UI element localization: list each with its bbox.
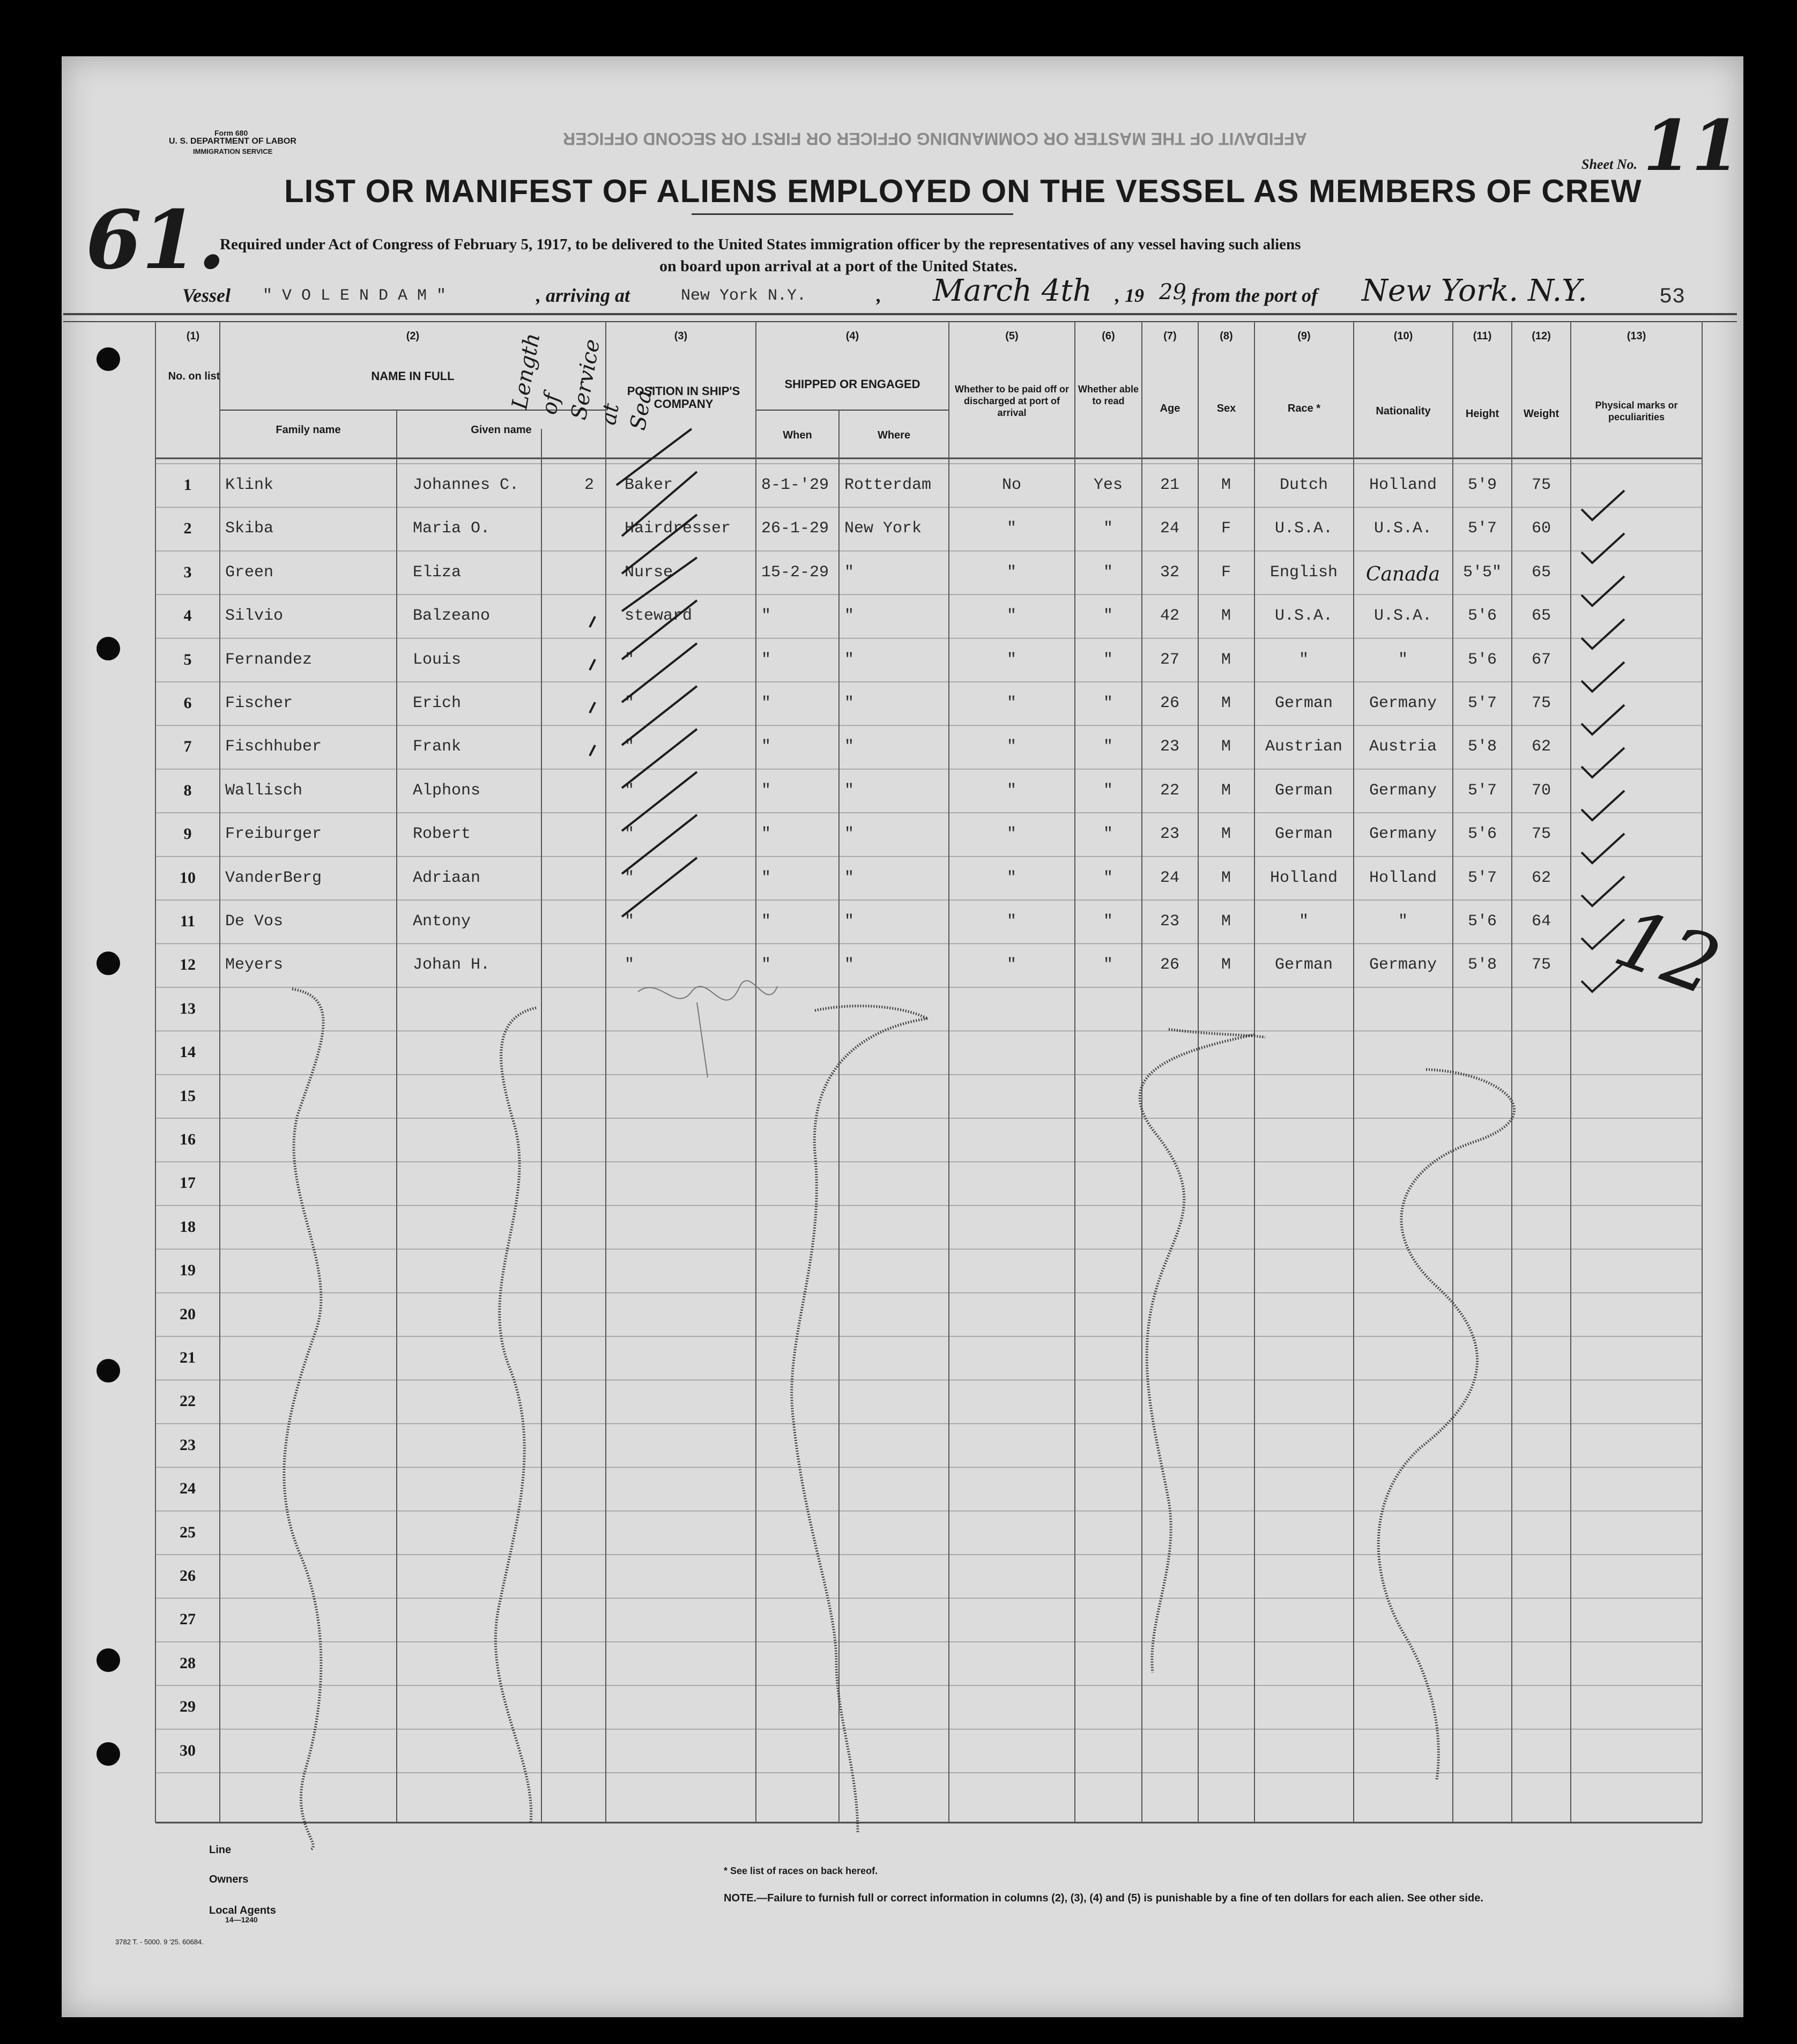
race-cell: German <box>1274 781 1333 800</box>
wavy-line-7 <box>815 1006 927 1019</box>
where-cell: " <box>844 781 855 800</box>
when-cell: " <box>761 956 771 975</box>
paid-off-cell: " <box>1006 956 1016 975</box>
family-name-cell: Fernandez <box>225 650 313 669</box>
position-cell: " <box>625 912 635 931</box>
nationality-cell: Holland <box>1369 476 1437 494</box>
row-number: 7 <box>183 738 192 756</box>
col-num-9: (9) <box>1297 330 1311 342</box>
height-cell: 5'6 <box>1467 825 1497 844</box>
sex-cell: M <box>1221 912 1231 931</box>
where-cell: " <box>844 738 855 756</box>
from-port: New York. N.Y. <box>1362 273 1587 308</box>
race-cell: " <box>1298 912 1309 931</box>
col-header-name: NAME IN FULL <box>371 369 455 383</box>
family-name-cell: Klink <box>225 476 274 494</box>
empty-row-number: 14 <box>180 1043 196 1061</box>
able-read-cell: " <box>1103 650 1113 669</box>
sex-cell: M <box>1221 738 1231 756</box>
race-cell: German <box>1274 694 1333 712</box>
age-cell: 23 <box>1160 825 1179 844</box>
age-cell: 26 <box>1160 694 1179 712</box>
empty-row-number: 29 <box>180 1698 196 1716</box>
when-cell: " <box>761 912 771 931</box>
row-number: 6 <box>183 694 192 712</box>
margin-number: 61. <box>86 193 226 287</box>
when-cell: " <box>761 781 771 800</box>
col-header-sex: Sex <box>1216 403 1236 414</box>
paid-off-cell: " <box>1006 912 1016 931</box>
nationality-cell: Germany <box>1369 781 1437 800</box>
sheet-label: Sheet No. <box>1581 157 1637 172</box>
weight-cell: 62 <box>1531 738 1551 756</box>
paid-off-cell: No <box>1001 476 1021 494</box>
given-name-cell: Maria O. <box>413 519 491 538</box>
vessel-label: Vessel <box>182 285 231 306</box>
when-cell: 8-1-'29 <box>761 476 829 494</box>
when-cell: 26-1-29 <box>761 519 829 538</box>
family-name-cell: De Vos <box>225 912 284 931</box>
empty-row-number: 15 <box>180 1087 196 1105</box>
empty-row-number: 19 <box>180 1261 196 1280</box>
position-cell: " <box>625 694 635 712</box>
service-cell: 2 <box>584 476 595 494</box>
col-num-1: (1) <box>186 330 200 342</box>
when-cell: " <box>761 825 771 844</box>
height-cell: 5'7 <box>1467 694 1497 712</box>
footer-races-note: * See list of races on back hereof. <box>724 1865 878 1876</box>
able-read-cell: " <box>1103 694 1113 712</box>
row-number: 12 <box>180 956 196 974</box>
page-title: LIST OR MANIFEST OF ALIENS EMPLOYED ON THE VESSEL AS MEMBERS OF CREW <box>284 173 1642 209</box>
empty-row-number: 20 <box>180 1305 196 1323</box>
col-num-2: (2) <box>406 330 420 342</box>
family-name-cell: Green <box>225 563 274 582</box>
height-cell: 5'8 <box>1467 956 1497 975</box>
col-num-7: (7) <box>1163 330 1177 342</box>
mirrored-bleedthrough-text: AFFIDAVIT OF THE MASTER OR COMMANDING OFFICER OR FIRST OR SECOND OFFICER <box>563 129 1307 148</box>
col-num-3: (3) <box>674 330 688 342</box>
family-name-cell: Skiba <box>225 519 274 538</box>
empty-row-number: 24 <box>180 1480 196 1498</box>
empty-row-number: 22 <box>180 1392 196 1410</box>
col-header-age: Age <box>1160 403 1180 414</box>
col-header-family-name: Family name <box>276 424 341 436</box>
where-cell: New York <box>844 519 922 538</box>
col-header-able-read: Whether able to read <box>1078 384 1139 406</box>
nationality-cell: Germany <box>1369 694 1437 712</box>
empty-row-number: 17 <box>180 1174 196 1192</box>
col-num-4: (4) <box>845 330 859 342</box>
race-cell: U.S.A. <box>1274 519 1333 538</box>
where-cell: " <box>844 868 855 887</box>
footer-owners-label: Owners <box>209 1874 249 1885</box>
wavy-line-2 <box>495 1008 536 1823</box>
position-cell: " <box>625 781 635 800</box>
weight-cell: 60 <box>1531 519 1551 538</box>
position-cell: " <box>625 956 635 975</box>
nationality-cell: Germany <box>1369 825 1437 844</box>
height-cell: 5'6 <box>1467 912 1497 931</box>
paid-off-cell: " <box>1006 694 1016 712</box>
empty-row-number: 23 <box>180 1436 196 1454</box>
subtitle-line1: Required under Act of Congress of February 5, 1917, to be delivered to the United States immigration officer by the representatives of any vessel having such aliens <box>220 236 1301 253</box>
col-header-height: Height <box>1465 408 1499 420</box>
empty-row-number: 30 <box>180 1741 196 1759</box>
wavy-line-4 <box>1140 1035 1254 1673</box>
height-cell: 5'9 <box>1467 476 1497 494</box>
col-num-13: (13) <box>1627 330 1646 342</box>
where-cell: " <box>844 825 855 844</box>
row-number: 10 <box>180 868 196 887</box>
sex-cell: M <box>1221 476 1231 494</box>
department-label: U. S. DEPARTMENT OF LABOR <box>169 137 296 146</box>
form-number: Form 680 <box>214 129 248 137</box>
empty-row-number: 13 <box>180 999 196 1017</box>
age-cell: 32 <box>1160 563 1179 582</box>
where-cell: " <box>844 956 855 975</box>
empty-row-number: 26 <box>180 1567 196 1585</box>
height-cell: 5'8 <box>1467 738 1497 756</box>
height-cell: 5'7 <box>1467 781 1497 800</box>
empty-row-number: 16 <box>180 1131 196 1148</box>
service-column-ticks <box>590 616 595 756</box>
row-number: 9 <box>183 825 192 843</box>
when-cell: " <box>761 650 771 669</box>
where-cell: " <box>844 650 855 669</box>
sex-cell: M <box>1221 825 1231 844</box>
race-cell: Dutch <box>1279 476 1328 494</box>
nationality-cell: Austria <box>1369 738 1437 756</box>
col-header-race: Race * <box>1287 403 1321 414</box>
weight-cell: 67 <box>1531 650 1551 669</box>
age-cell: 21 <box>1160 476 1179 494</box>
family-name-cell: Meyers <box>225 956 284 975</box>
age-cell: 23 <box>1160 912 1179 931</box>
able-read-cell: " <box>1103 912 1113 931</box>
row-number: 1 <box>183 476 192 494</box>
family-name-cell: Fischer <box>225 694 293 712</box>
empty-row-number: 25 <box>180 1523 196 1541</box>
sex-cell: M <box>1221 650 1231 669</box>
able-read-cell: " <box>1103 825 1113 844</box>
position-cell: Hairdresser <box>625 519 731 538</box>
empty-row-number: 18 <box>180 1217 196 1236</box>
family-name-cell: Freiburger <box>225 825 322 844</box>
footer-agents-label: Local Agents <box>209 1905 276 1916</box>
row-number: 11 <box>180 912 196 930</box>
print-code: 3782 T. - 5000. 9 '25. 60684. <box>115 1938 204 1946</box>
col-header-marks: Physical marks or peculiarities <box>1595 400 1678 422</box>
age-cell: 24 <box>1160 868 1179 887</box>
age-cell: 26 <box>1160 956 1179 975</box>
nationality-cell: Germany <box>1369 956 1437 975</box>
able-read-cell: " <box>1103 563 1113 582</box>
weight-cell: 65 <box>1531 607 1551 626</box>
row-number: 8 <box>183 781 192 799</box>
sex-cell: M <box>1221 868 1231 887</box>
able-read-cell: Yes <box>1093 476 1123 494</box>
family-name-cell: VanderBerg <box>225 868 322 887</box>
height-cell: 5'7 <box>1467 519 1497 538</box>
paid-off-cell: " <box>1006 607 1016 626</box>
race-cell: Austrian <box>1265 738 1343 756</box>
height-cell: 5'7 <box>1467 868 1497 887</box>
given-name-cell: Balzeano <box>413 607 491 626</box>
top-right-number: 53 <box>1659 285 1685 309</box>
col-header-shipped: SHIPPED OR ENGAGED <box>784 377 920 391</box>
race-cell: German <box>1274 956 1333 975</box>
position-cell: Baker <box>625 476 673 494</box>
position-cell: " <box>625 868 635 887</box>
col-header-position: POSITION IN SHIP'S COMPANY <box>627 384 740 411</box>
able-read-cell: " <box>1103 868 1113 887</box>
year-label: , 19 <box>1115 285 1144 306</box>
where-cell: " <box>844 694 855 712</box>
given-name-cell: Johannes C. <box>413 476 519 494</box>
paid-off-cell: " <box>1006 563 1016 582</box>
position-cell: Nurse <box>625 563 673 582</box>
height-cell: 5'6 <box>1467 650 1497 669</box>
col-header-where: Where <box>877 429 911 441</box>
subtitle-line2: on board upon arrival at a port of the United States. <box>659 257 1018 275</box>
age-cell: 22 <box>1160 781 1179 800</box>
col-num-12: (12) <box>1532 330 1551 342</box>
weight-cell: 75 <box>1531 825 1551 844</box>
able-read-cell: " <box>1103 781 1113 800</box>
col-num-8: (8) <box>1220 330 1233 342</box>
paid-off-cell: " <box>1006 519 1016 538</box>
checkmarks <box>1581 490 1624 992</box>
footer-penalty-note: NOTE.—Failure to furnish full or correct information in columns (2), (3), (4) and (5) is punishable by a fine of ten dollars for each alien. See other side. <box>724 1892 1483 1904</box>
position-cell: " <box>625 650 635 669</box>
weight-cell: 64 <box>1531 912 1551 931</box>
col-num-6: (6) <box>1102 330 1115 342</box>
service-label: IMMIGRATION SERVICE <box>193 147 273 155</box>
nationality-cell: " <box>1398 650 1408 669</box>
year-value: 29 <box>1159 280 1186 304</box>
position-cell: " <box>625 738 635 756</box>
given-name-cell: Antony <box>413 912 471 931</box>
col-header-nationality: Nationality <box>1376 405 1431 417</box>
given-name-cell: Alphons <box>413 781 481 800</box>
col-header-paid-off: Whether to be paid off or discharged at port of arrival <box>955 384 1069 418</box>
given-name-cell: Eliza <box>413 563 462 582</box>
when-cell: " <box>761 738 771 756</box>
able-read-cell: " <box>1103 956 1113 975</box>
given-name-cell: Johan H. <box>413 956 491 975</box>
where-cell: " <box>844 563 855 582</box>
vessel-name: " V O L E N D A M " <box>263 287 447 305</box>
col-header-given-name: Given name <box>471 424 532 436</box>
sex-cell: M <box>1221 694 1231 712</box>
age-cell: 42 <box>1160 607 1179 626</box>
sheet-number: 11 <box>1643 105 1740 187</box>
col-header-when: When <box>783 429 812 441</box>
sex-cell: M <box>1221 956 1231 975</box>
race-cell: English <box>1269 563 1338 582</box>
height-cell: 5'5" <box>1462 563 1502 582</box>
nationality-cell: U.S.A. <box>1373 519 1432 538</box>
nationality-cell: Holland <box>1369 868 1437 887</box>
faint-signature <box>638 980 777 1077</box>
given-name-cell: Erich <box>413 694 462 712</box>
col-header-no-on-list: No. on list <box>168 370 220 382</box>
able-read-cell: " <box>1103 607 1113 626</box>
paid-off-cell: " <box>1006 781 1016 800</box>
weight-cell: 70 <box>1531 781 1551 800</box>
paid-off-cell: " <box>1006 825 1016 844</box>
footer-code: 14—1240 <box>225 1915 258 1924</box>
paid-off-cell: " <box>1006 868 1016 887</box>
family-name-cell: Wallisch <box>225 781 303 800</box>
position-column-ticks <box>617 429 697 917</box>
paid-off-cell: " <box>1006 738 1016 756</box>
age-cell: 23 <box>1160 738 1179 756</box>
sex-cell: M <box>1221 607 1231 626</box>
arriving-label: , arriving at <box>536 285 630 306</box>
paid-off-cell: " <box>1006 650 1016 669</box>
where-cell: Rotterdam <box>844 476 932 494</box>
race-cell: U.S.A. <box>1274 607 1333 626</box>
sex-cell: F <box>1221 563 1231 582</box>
nationality-cell: Canada <box>1365 563 1440 585</box>
empty-row-number: 21 <box>180 1349 196 1366</box>
col-num-5: (5) <box>1005 330 1019 342</box>
age-cell: 24 <box>1160 519 1179 538</box>
wavy-line-1 <box>284 989 323 1849</box>
row-number: 2 <box>183 519 192 538</box>
height-cell: 5'6 <box>1467 607 1497 626</box>
row-number: 5 <box>183 650 192 668</box>
when-cell: 15-2-29 <box>761 563 829 582</box>
weight-cell: 75 <box>1531 694 1551 712</box>
able-read-cell: " <box>1103 519 1113 538</box>
weight-cell: 65 <box>1531 563 1551 582</box>
empty-row-number: 27 <box>180 1610 196 1629</box>
nationality-cell: " <box>1398 912 1408 931</box>
arrival-date: March 4th <box>933 273 1092 308</box>
row-number: 3 <box>183 563 192 581</box>
position-cell: " <box>625 825 635 844</box>
wavy-line-5 <box>1378 1069 1514 1780</box>
where-cell: " <box>844 912 855 931</box>
from-port-label: , from the port of <box>1182 285 1318 306</box>
weight-cell: 75 <box>1531 956 1551 975</box>
weight-cell: 75 <box>1531 476 1551 494</box>
given-name-cell: Frank <box>413 738 462 756</box>
nationality-cell: U.S.A. <box>1373 607 1432 626</box>
sex-cell: F <box>1221 519 1231 538</box>
col-header-weight: Weight <box>1523 408 1560 420</box>
when-cell: " <box>761 694 771 712</box>
col-header-length-service: Length of Service at Sea. <box>507 331 658 433</box>
empty-row-number: 28 <box>180 1654 196 1672</box>
age-cell: 27 <box>1160 650 1179 669</box>
given-name-cell: Adriaan <box>413 868 481 887</box>
race-cell: Holland <box>1269 868 1338 887</box>
comma-sep: , <box>877 285 881 306</box>
race-cell: " <box>1298 650 1309 669</box>
race-cell: German <box>1274 825 1333 844</box>
given-name-cell: Louis <box>413 650 462 669</box>
position-cell: steward <box>625 607 693 626</box>
handwritten-total: 12 <box>1603 891 1732 1014</box>
weight-cell: 62 <box>1531 868 1551 887</box>
col-num-10: (10) <box>1393 330 1413 342</box>
wavy-line-6 <box>1169 1029 1265 1037</box>
family-name-cell: Fischhuber <box>225 738 322 756</box>
col-num-11: (11) <box>1473 330 1492 342</box>
when-cell: " <box>761 607 771 626</box>
family-name-cell: Silvio <box>225 607 284 626</box>
footer-line-label: Line <box>209 1844 232 1856</box>
when-cell: " <box>761 868 771 887</box>
sex-cell: M <box>1221 781 1231 800</box>
wavy-line-3 <box>792 1019 927 1833</box>
able-read-cell: " <box>1103 738 1113 756</box>
given-name-cell: Robert <box>413 825 471 844</box>
arriving-port: New York N.Y. <box>681 287 807 305</box>
row-number: 4 <box>183 607 192 625</box>
where-cell: " <box>844 607 855 626</box>
